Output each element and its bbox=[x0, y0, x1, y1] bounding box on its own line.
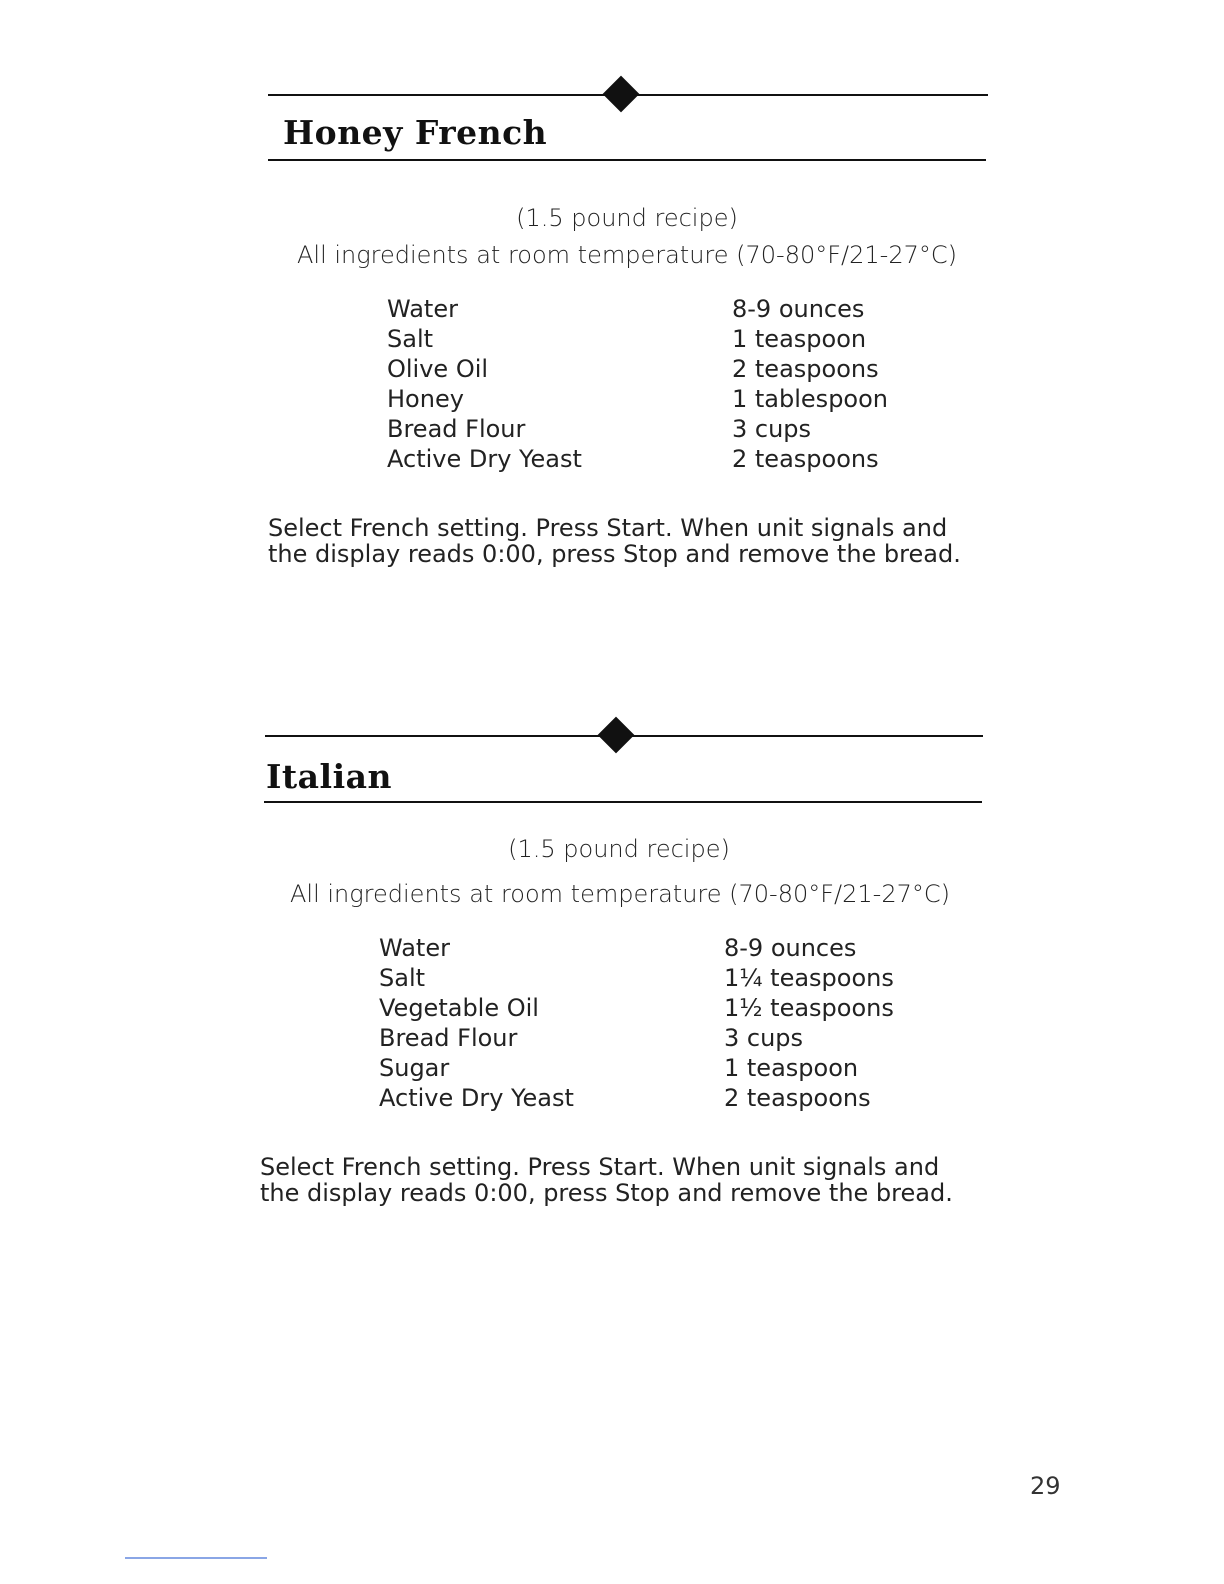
ingredient-amount: 3 cups bbox=[732, 415, 812, 443]
list-item bbox=[387, 384, 907, 414]
ingredient-name: Sugar bbox=[379, 1054, 450, 1082]
ingredient-name: Water bbox=[379, 934, 450, 962]
ingredient-name: Salt bbox=[379, 964, 426, 992]
ingredient-name: Salt bbox=[387, 325, 434, 353]
ingredient-amount: 1½ teaspoons bbox=[724, 994, 894, 1022]
list-item bbox=[379, 933, 899, 963]
recipe-title: Honey French bbox=[283, 113, 548, 152]
ingredient-name: Water bbox=[387, 295, 458, 323]
bottom-rule bbox=[268, 159, 986, 161]
ingredient-amount: 3 cups bbox=[724, 1024, 804, 1052]
ingredient-amount: 8-9 ounces bbox=[724, 934, 857, 962]
instructions-text: Select French setting. Press Start. When unit signals and the display reads 0:00, press Stop and remove the bread. bbox=[260, 1153, 953, 1207]
list-item bbox=[387, 354, 907, 384]
ingredient-amount: 2 teaspoons bbox=[724, 1084, 871, 1112]
ingredient-name: Bread Flour bbox=[379, 1024, 518, 1052]
ingredient-name: Bread Flour bbox=[387, 415, 526, 443]
temperature-note: All ingredients at room temperature (70-80°F/21-27°C) bbox=[297, 241, 957, 269]
ingredient-name: Olive Oil bbox=[387, 355, 489, 383]
list-item bbox=[387, 444, 907, 474]
ingredient-amount: 1 teaspoon bbox=[724, 1054, 859, 1082]
recipe-size-note: (1.5 pound recipe) bbox=[508, 835, 730, 863]
ingredient-amount: 1 teaspoon bbox=[732, 325, 867, 353]
list-item bbox=[387, 294, 907, 324]
ingredient-list bbox=[387, 294, 907, 474]
ingredient-amount: 1¼ teaspoons bbox=[724, 964, 894, 992]
ingredient-name: Active Dry Yeast bbox=[387, 445, 582, 473]
ingredient-amount: 2 teaspoons bbox=[732, 445, 879, 473]
ingredient-amount: 2 teaspoons bbox=[732, 355, 879, 383]
recipe-size-note: (1.5 pound recipe) bbox=[516, 204, 738, 232]
ingredient-name: Active Dry Yeast bbox=[379, 1084, 574, 1112]
ingredient-name: Honey bbox=[387, 385, 464, 413]
instructions-text: Select French setting. Press Start. When unit signals and the display reads 0:00, press Stop and remove the bread. bbox=[268, 514, 961, 568]
temperature-note: All ingredients at room temperature (70-80°F/21-27°C) bbox=[290, 880, 950, 908]
list-item bbox=[379, 963, 899, 993]
list-item bbox=[387, 324, 907, 354]
list-item bbox=[379, 1053, 899, 1083]
ingredient-amount: 1 tablespoon bbox=[732, 385, 888, 413]
footer-divider bbox=[125, 1557, 267, 1559]
bottom-rule bbox=[264, 801, 982, 803]
list-item bbox=[379, 1083, 899, 1113]
diamond-ornament-icon bbox=[603, 76, 640, 113]
recipe-title: Italian bbox=[266, 757, 393, 796]
list-item bbox=[387, 414, 907, 444]
list-item bbox=[379, 1023, 899, 1053]
page-number: 29 bbox=[1030, 1472, 1061, 1500]
diamond-ornament-icon bbox=[598, 717, 635, 754]
ingredient-amount: 8-9 ounces bbox=[732, 295, 865, 323]
ingredient-name: Vegetable Oil bbox=[379, 994, 539, 1022]
list-item bbox=[379, 993, 899, 1023]
ingredient-list bbox=[379, 933, 899, 1113]
